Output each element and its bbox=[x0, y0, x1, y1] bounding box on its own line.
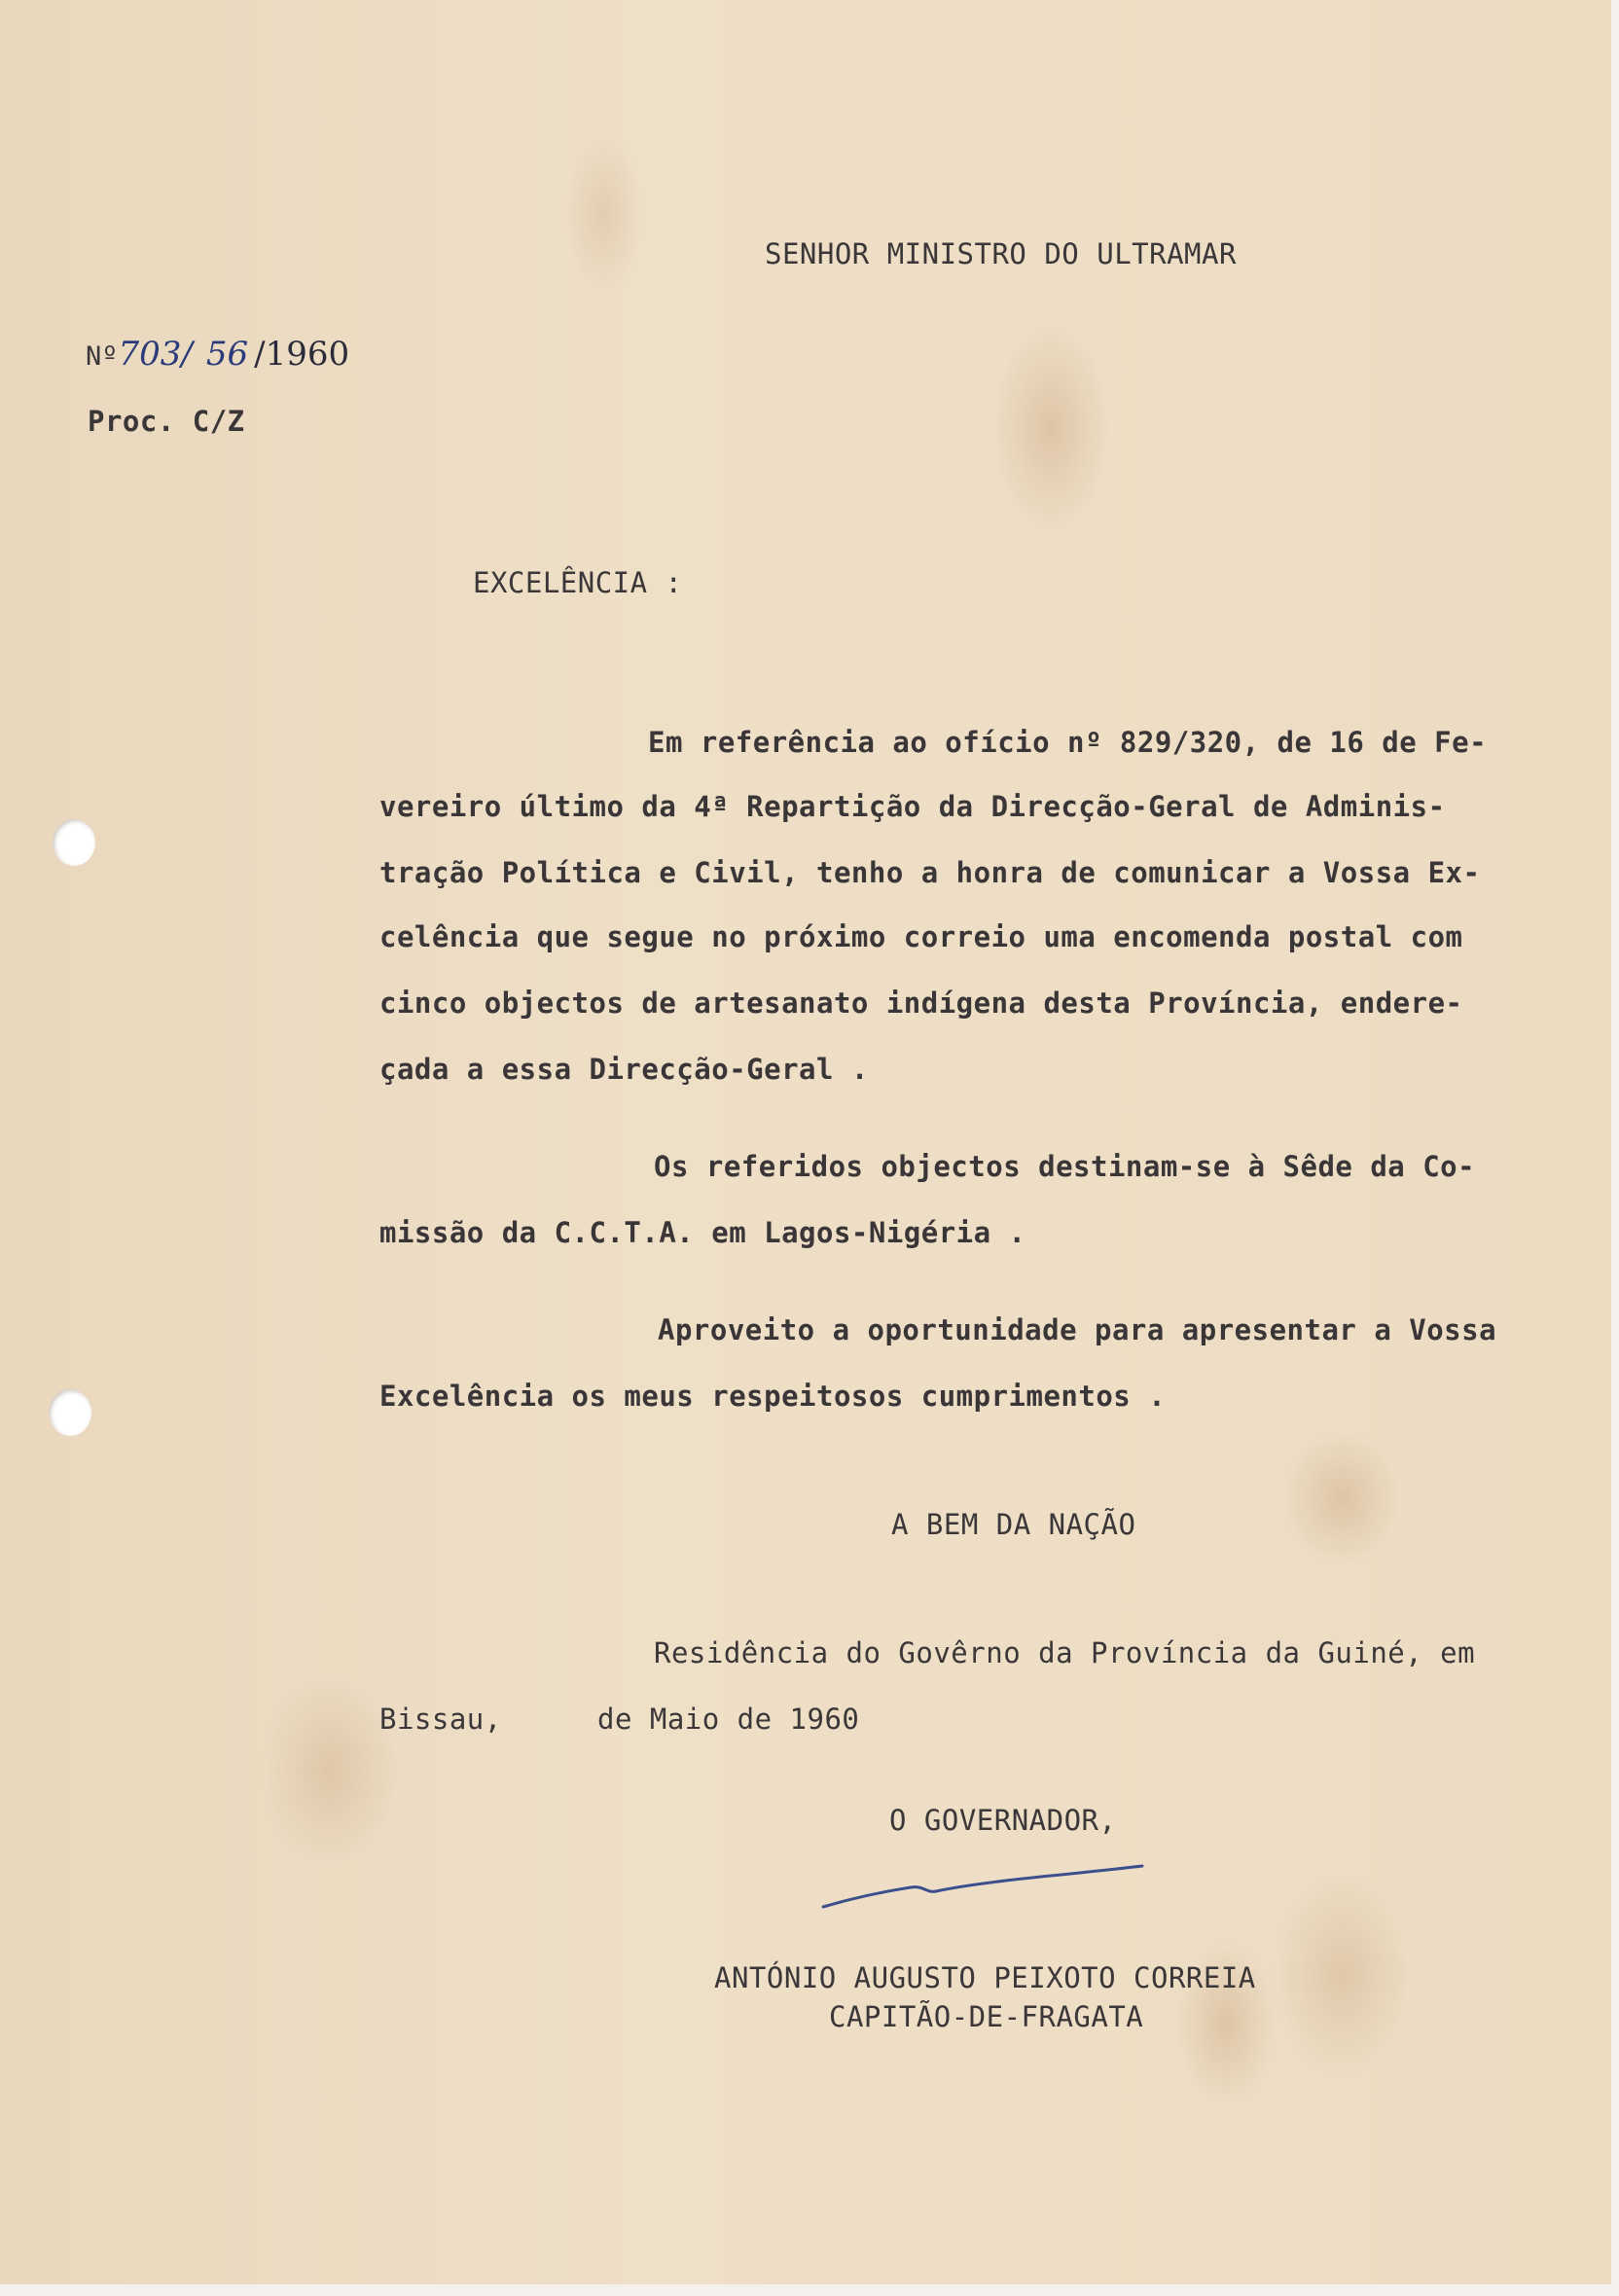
governor-name: ANTÓNIO AUGUSTO PEIXOTO CORREIA bbox=[714, 1961, 1256, 1994]
governor-role: O GOVERNADOR, bbox=[889, 1804, 1117, 1837]
paragraph2-line2: missão da C.C.T.A. em Lagos-Nigéria . bbox=[379, 1216, 1026, 1249]
reference-number bbox=[86, 335, 349, 374]
ref-mid-handwritten: 56 bbox=[205, 335, 249, 374]
paragraph1-line3: tração Política e Civil, tenho a honra de comunicar a Vossa Ex- bbox=[379, 856, 1481, 889]
paragraph1-line4: celência que segue no próximo correio uma encomenda postal com bbox=[379, 920, 1463, 953]
salutation: EXCELÊNCIA : bbox=[473, 566, 683, 599]
ref-number-handwritten: 703/ bbox=[118, 335, 193, 374]
page-edge-right bbox=[1611, 0, 1619, 2296]
paragraph3-line1: Aproveito a oportunidade para apresentar a Vossa bbox=[658, 1313, 1497, 1346]
punch-hole-top bbox=[53, 819, 95, 866]
paragraph1-line6: çada a essa Direcção-Geral . bbox=[379, 1053, 869, 1086]
addressee: SENHOR MINISTRO DO ULTRAMAR bbox=[765, 237, 1237, 270]
place-city: Bissau, bbox=[379, 1703, 502, 1736]
paragraph1-line2: vereiro último da 4ª Repartição da Direcção-Geral de Adminis- bbox=[379, 790, 1446, 823]
governor-rank: CAPITÃO-DE-FRAGATA bbox=[829, 2000, 1144, 2033]
paragraph1-line5: cinco objectos de artesanato indígena desta Província, endere- bbox=[379, 987, 1463, 1020]
place-date: de Maio de 1960 bbox=[597, 1703, 860, 1736]
paragraph3-line2: Excelência os meus respeitosos cumprimentos . bbox=[379, 1380, 1167, 1413]
punch-hole-bottom bbox=[49, 1389, 91, 1436]
ref-year-handwritten: /1960 bbox=[254, 335, 350, 374]
paragraph1-line1: Em referência ao ofício nº 829/320, de 16 de Fe- bbox=[648, 726, 1488, 759]
paragraph2-line1: Os referidos objectos destinam-se à Sêde da Co- bbox=[654, 1150, 1476, 1183]
ref-prefix: Nº bbox=[86, 341, 119, 372]
process-code: Proc. C/Z bbox=[88, 405, 245, 438]
page-edge-bottom bbox=[0, 2284, 1619, 2296]
signature-stroke bbox=[817, 1858, 1148, 1926]
place-line: Residência do Govêrno da Província da Guiné, em bbox=[654, 1636, 1476, 1669]
closing-motto: A BEM DA NAÇÃO bbox=[891, 1508, 1136, 1541]
